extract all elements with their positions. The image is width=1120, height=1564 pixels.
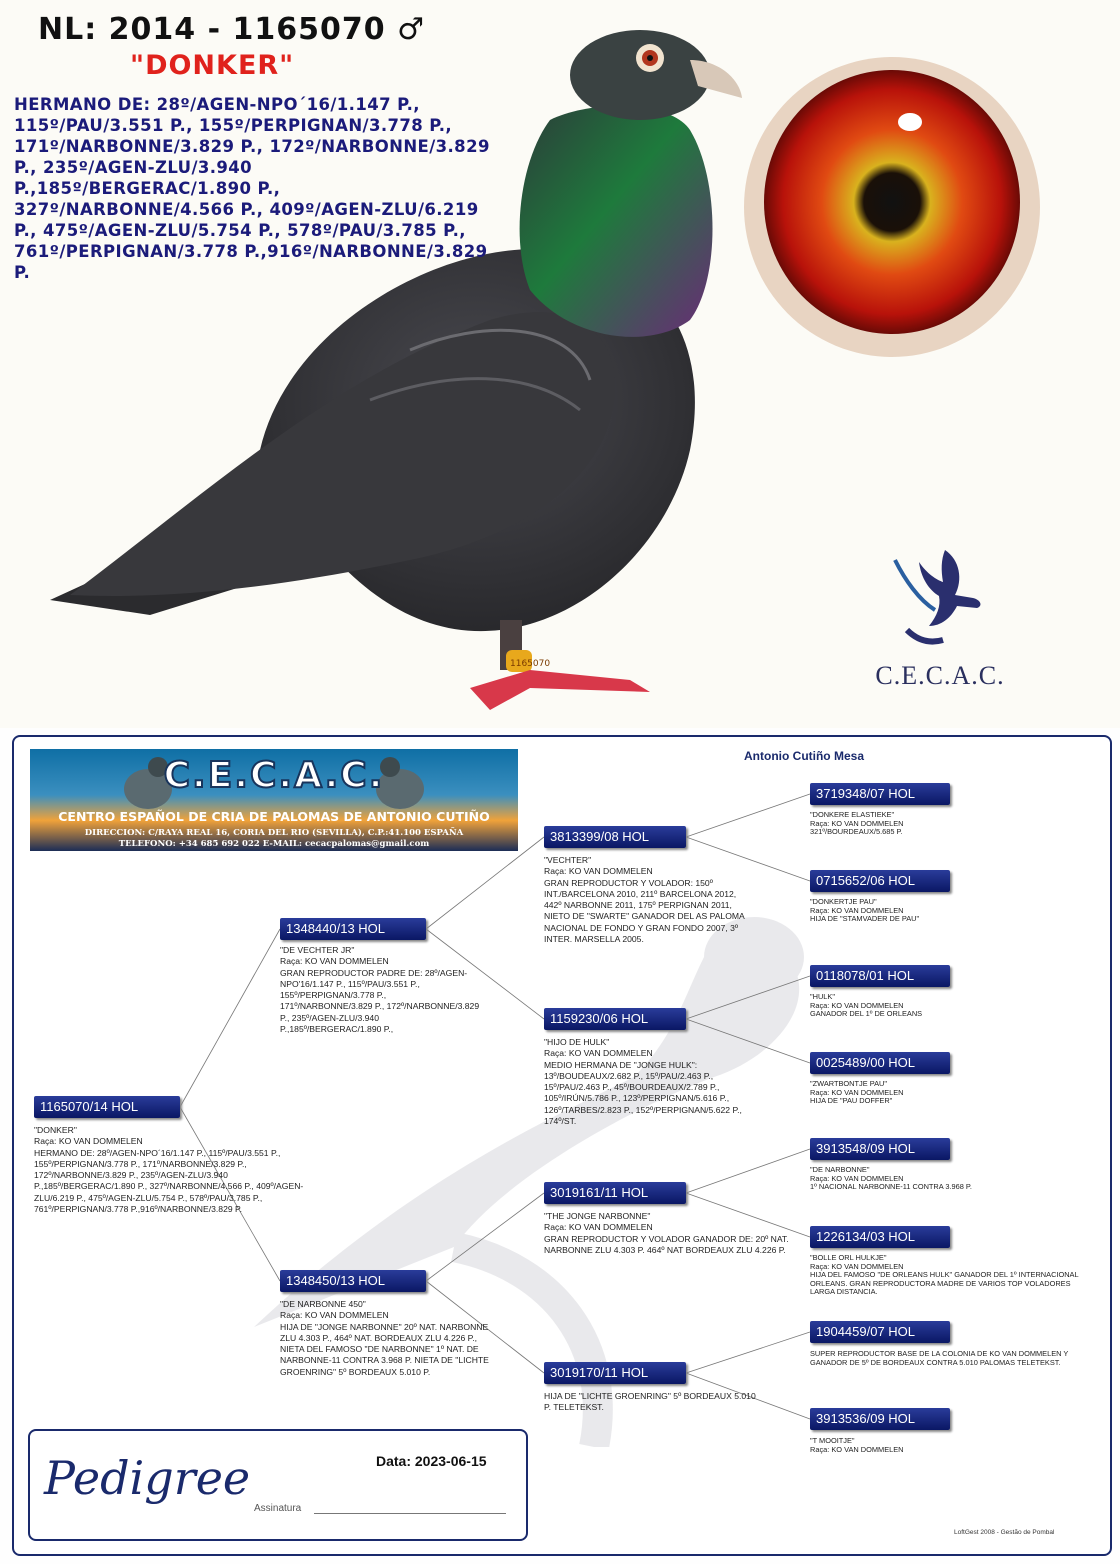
- gg-notes-7: SUPER REPRODUCTOR BASE DE LA COLONIA DE KO VAN DOMMELEN Y GANADOR DE 5º DE BORDEAUX CONTRA 5.010 PALOMAS TELETEKST.: [810, 1349, 1069, 1367]
- gg-info-3: [810, 993, 1080, 1019]
- gg-name-4: "ZWARTBONTJE PAU": [810, 1079, 887, 1088]
- signature-line[interactable]: [314, 1513, 506, 1514]
- subject-info: [34, 1125, 312, 1215]
- subject-ring: 1165070/14 HOL: [34, 1096, 180, 1118]
- mm-ring: 3019170/11 HOL: [544, 1362, 686, 1384]
- mother-breed: Raça: KO VAN DOMMELEN: [280, 1310, 389, 1321]
- gg-breed-6: Raça: KO VAN DOMMELEN: [810, 1261, 904, 1271]
- mm-notes: HIJA DE "LICHTE GROENRING" 5º BORDEAUX 5.010 P. TELETEKST.: [544, 1391, 756, 1413]
- gg-ring-7: 1904459/07 HOL: [810, 1321, 950, 1343]
- gg-ring-1: 3719348/07 HOL: [810, 783, 950, 805]
- gg-ring-4: 0025489/00 HOL: [810, 1052, 950, 1074]
- cecac-logo: [860, 540, 1020, 691]
- gg-name-3: "HULK": [810, 992, 835, 1001]
- gg-name-1: "DONKERE ELASTIEKE": [810, 810, 895, 819]
- software-footer: LoftGest 2008 - Gestão de Pombal: [954, 1529, 1055, 1536]
- gg-breed-2: Raça: KO VAN DOMMELEN: [810, 905, 904, 915]
- ff-name: "VECHTER": [544, 855, 592, 865]
- pedigree-panel: [12, 735, 1112, 1556]
- banner-contact-line: TELEFONO: +34 685 692 022 E-MAIL: cecacpalomas@gmail.com: [118, 839, 430, 849]
- gg-ring-5: 3913548/09 HOL: [810, 1138, 950, 1160]
- gg-info-5: [810, 1166, 1080, 1192]
- gg-breed-5: Raça: KO VAN DOMMELEN: [810, 1173, 904, 1183]
- gg-notes-6: HIJA DEL FAMOSO "DE ORLEANS HULK" GANADOR DEL 1º INTERNACIONAL ORLEANS. GRAN REPRODUCTORA MADRE DE VARIOS TOP VOLADORES LARGA DISTANCIA.: [810, 1270, 1079, 1296]
- gg-name-8: "T MOOITJE": [810, 1436, 855, 1445]
- gg-breed-8: Raça: KO VAN DOMMELEN: [810, 1444, 904, 1454]
- owner-name: Antonio Cutiño Mesa: [744, 749, 864, 763]
- gg-breed-1: Raça: KO VAN DOMMELEN: [810, 818, 904, 828]
- mf-notes: GRAN REPRODUCTOR Y VOLADOR GANADOR DE: 20º NAT. NARBONNE ZLU 4.303 P. 464º NAT BORDEAUX ZLU 4.226 P.: [544, 1233, 789, 1255]
- gg-info-2: [810, 898, 1080, 924]
- eye-photo: [742, 52, 1042, 362]
- mf-info: [544, 1211, 794, 1256]
- gg-info-4: [810, 1080, 1080, 1106]
- subject-name: "DONKER": [34, 1125, 77, 1135]
- fm-notes: MEDIO HERMANA DE "JONGE HULK": 13º/BOUDEAUX/2.682 P., 15º/PAU/2.463 P., 15º/PAU/2.463 P., 45º/BOURDEAUX/2.789 P., 105º/IRÚN/5.786 P., 123º/PERPIGNAN/5.616 P., 126º/TARBES/2.823 P., 152º/PERPIGNAN/5.622 P., 174º/ST.: [544, 1059, 742, 1127]
- gg-name-6: "BOLLE ORL HULKJE": [810, 1253, 887, 1262]
- gg-notes-2: HIJA DE "STAMVADER DE PAU": [810, 914, 920, 923]
- gg-notes-3: GANADOR DEL 1º DE ORLEANS: [810, 1009, 923, 1018]
- gg-ring-2: 0715652/06 HOL: [810, 870, 950, 892]
- page-title: NL: 2014 - 1165070 ♂: [38, 12, 425, 47]
- fm-breed: Raça: KO VAN DOMMELEN: [544, 1048, 653, 1059]
- ff-ring: 3813399/08 HOL: [544, 826, 686, 848]
- gg-info-1: [810, 811, 1080, 837]
- banner-address-line: DIRECCION: C/RAYA REAL 16, CORIA DEL RIO (SEVILLA), C.P.:41.100 ESPAÑA: [84, 828, 464, 838]
- subject-notes: HERMANO DE: 28º/AGEN-NPO´16/1.147 P., 115º/PAU/3.551 P., 155º/PERPIGNAN/3.778 P., 171º/NARBONNE/3.829 P., 172º/NARBONNE/3.829 P., 235º/AGEN-ZLU/3.940 P.,185º/BERGERAC/1.890 P., 327º/NARBONNE/4.566 P., 409º/AGEN-ZLU/6.219 P., 475º/AGEN-ZLU/5.754 P., 578º/PAU/3.785 P., 761º/PERPIGNAN/3.778 P.,916º/NARBONNE/3.829 P.: [34, 1147, 304, 1215]
- gg-breed-3: Raça: KO VAN DOMMELEN: [810, 1000, 904, 1010]
- gg-ring-8: 3913536/09 HOL: [810, 1408, 950, 1430]
- bird-name: "DONKER": [130, 50, 295, 81]
- mother-ring: 1348450/13 HOL: [280, 1270, 426, 1292]
- father-name: "DE VECHTER JR": [280, 945, 355, 955]
- father-info: [280, 945, 480, 1035]
- gg-notes-1: 321º/BOURDEAUX/5.685 P.: [810, 827, 903, 836]
- gg-info-8: [810, 1437, 1080, 1454]
- ff-notes: GRAN REPRODUCTOR Y VOLADOR: 150º INT./BARCELONA 2010, 211º BARCELONA 2012, 442º NARBONNE 2011, 175º PERPIGNAN 2011, NIETO DE "SWARTE" GANADOR DEL AS PALOMA NACIONAL DE FONDO Y GRAN FONDO 2007, 3º INTER. MARSELLA 2005.: [544, 877, 745, 945]
- father-ring: 1348440/13 HOL: [280, 918, 426, 940]
- results-text: HERMANO DE: 28º/AGEN-NPO´16/1.147 P., 115º/PAU/3.551 P., 155º/PERPIGNAN/3.778 P., 171º/NARBONNE/3.829 P., 172º/NARBONNE/3.829 P., 235º/AGEN-ZLU/3.940 P.,185º/BERGERAC/1.890 P., 327º/NARBONNE/4.566 P., 409º/AGEN-ZLU/6.219 P., 475º/AGEN-ZLU/5.754 P., 578º/PAU/3.785 P., 761º/PERPIGNAN/3.778 P.,916º/NARBONNE/3.829 P.: [14, 95, 490, 282]
- gg-notes-4: HIJA DE "PAU DOFFER": [810, 1096, 893, 1105]
- gg-breed-4: Raça: KO VAN DOMMELEN: [810, 1087, 904, 1097]
- father-notes: GRAN REPRODUCTOR PADRE DE: 28º/AGEN-NPO'16/1.147 P., 115º/PAU/3.551 P., 155º/PERPIGNAN/3.778 P., 171º/NARBONNE/3.829 P., 172º/NARBONNE/3.829 P., 235º/AGEN-ZLU/3.940 P.,185º/BERGERAC/1.890 P.,: [280, 967, 480, 1035]
- banner-subtitle: CENTRO ESPAÑOL DE CRIA DE PALOMAS DE ANTONIO CUTIÑO: [58, 809, 490, 824]
- dove-icon: [885, 540, 995, 660]
- mf-breed: Raça: KO VAN DOMMELEN: [544, 1222, 653, 1233]
- gg-info-6: [810, 1254, 1080, 1297]
- ff-info: [544, 855, 754, 945]
- leg-ring-number: 1165070: [510, 659, 551, 669]
- pedigree-date: Data: 2023-06-15: [376, 1453, 487, 1469]
- father-breed: Raça: KO VAN DOMMELEN: [280, 956, 389, 967]
- logo-text: C.E.C.A.C.: [875, 661, 1005, 690]
- mm-info: [544, 1391, 764, 1414]
- ff-breed: Raça: KO VAN DOMMELEN: [544, 866, 653, 877]
- banner-title: C.E.C.A.C.: [163, 755, 385, 796]
- gg-name-5: "DE NARBONNE": [810, 1165, 870, 1174]
- mother-notes: HIJA DE "JONGE NARBONNE" 20º NAT. NARBONNE ZLU 4.303 P., 464º NAT. BORDEAUX ZLU 4.226 P., NIETA DEL FAMOSO "DE NARBONNE" 1º NAT. DE NARBONNE-11 CONTRA 3.968 P. NIETA DE "LICHTE GROENRING" 5º BORDEAUX 5.010 P.: [280, 1321, 489, 1377]
- bird-showcase: [0, 0, 1120, 728]
- gg-ring-6: 1226134/03 HOL: [810, 1226, 950, 1248]
- mf-ring: 3019161/11 HOL: [544, 1182, 686, 1204]
- mf-name: "THE JONGE NARBONNE": [544, 1211, 651, 1221]
- signature-label: Assinatura: [254, 1503, 302, 1514]
- mother-info: [280, 1299, 490, 1378]
- fm-name: "HIJO DE HULK": [544, 1037, 610, 1047]
- gg-info-7: [810, 1350, 1080, 1367]
- gg-ring-3: 0118078/01 HOL: [810, 965, 950, 987]
- subject-breed: Raça: KO VAN DOMMELEN: [34, 1136, 143, 1147]
- fm-ring: 1159230/06 HOL: [544, 1008, 686, 1030]
- pedigree-signature-logo: Pedigree: [44, 1451, 251, 1505]
- gg-notes-5: 1º NACIONAL NARBONNE-11 CONTRA 3.968 P.: [810, 1182, 972, 1191]
- gg-name-2: "DONKERTJE PAU": [810, 897, 877, 906]
- signature-box: [28, 1429, 528, 1541]
- mother-name: "DE NARBONNE 450": [280, 1299, 366, 1309]
- fm-info: [544, 1037, 754, 1127]
